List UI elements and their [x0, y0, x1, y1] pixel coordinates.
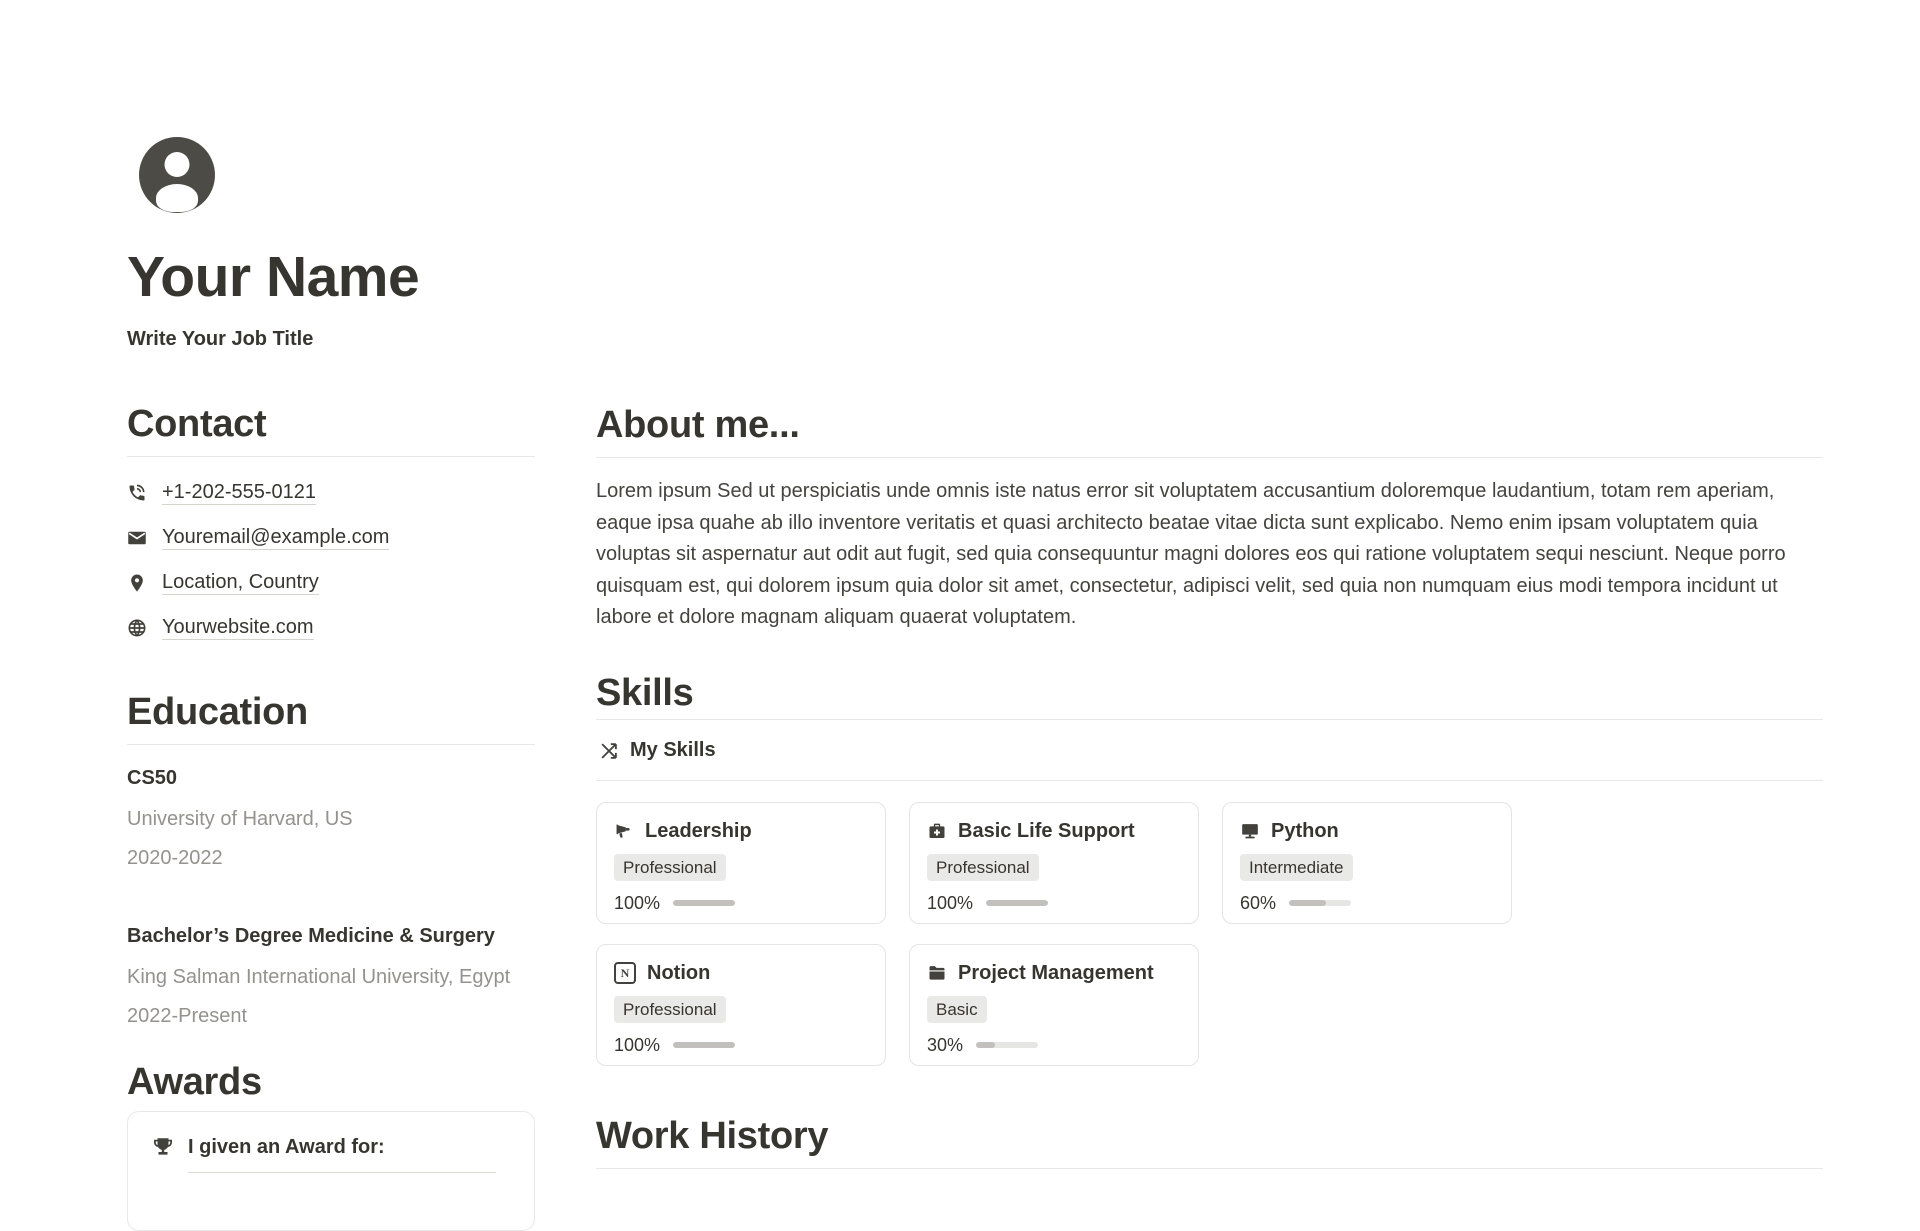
- divider: [596, 780, 1823, 781]
- divider: [596, 457, 1823, 458]
- page-title: Your Name: [127, 245, 420, 309]
- skill-percent: 100%: [614, 892, 661, 913]
- megaphone-icon: [614, 821, 634, 841]
- award-label: I given an Award for:: [188, 1135, 385, 1158]
- crossed-arrows-icon: [598, 740, 618, 760]
- skills-heading: Skills: [596, 671, 694, 714]
- progress-bar: [673, 1042, 735, 1048]
- skill-percent: 60%: [1240, 892, 1277, 913]
- education-entry: [127, 765, 535, 871]
- left-column: [127, 137, 535, 1231]
- skills-group-label: My Skills: [630, 738, 716, 761]
- monitor-icon: [1240, 821, 1260, 841]
- phone-number: +1-202-555-0121: [162, 481, 317, 504]
- divider: [127, 744, 535, 745]
- education-dates: 2022-Present: [127, 1004, 248, 1027]
- email-link[interactable]: [127, 516, 535, 561]
- progress-bar: [976, 1042, 1038, 1048]
- degree-name: CS50: [127, 766, 178, 789]
- education-heading: Education: [127, 690, 308, 733]
- progress-bar: [673, 900, 735, 906]
- skills-group-header[interactable]: [596, 720, 1823, 780]
- skill-level-badge: Intermediate: [1240, 854, 1353, 881]
- school-name: University of Harvard, US: [127, 807, 353, 830]
- skill-level-badge: Professional: [927, 854, 1039, 881]
- right-column: [596, 402, 1823, 1231]
- skill-name: Basic Life Support: [958, 819, 1135, 842]
- education-entry: [127, 923, 535, 1029]
- location-link[interactable]: [127, 561, 535, 606]
- award-blank-line: [188, 1172, 496, 1173]
- email-address: Youremail@example.com: [162, 526, 390, 549]
- skill-card-leadership[interactable]: [596, 802, 886, 924]
- skill-name: Leadership: [645, 819, 752, 842]
- award-card[interactable]: [127, 1111, 535, 1231]
- skill-level-badge: Professional: [614, 854, 726, 881]
- skill-percent: 100%: [927, 892, 974, 913]
- skill-level-badge: Professional: [614, 996, 726, 1023]
- contact-heading: Contact: [127, 402, 267, 445]
- skill-cards: [596, 802, 1823, 1066]
- skill-level-badge: Basic: [927, 996, 987, 1023]
- mail-icon: [127, 528, 147, 548]
- award-row: [151, 1134, 511, 1160]
- notion-logo-icon: N: [614, 962, 636, 984]
- phone-call-icon: [127, 483, 147, 503]
- trophy-icon: [151, 1135, 175, 1159]
- folder-icon: [927, 963, 947, 983]
- awards-heading: Awards: [127, 1060, 262, 1103]
- divider: [127, 456, 535, 457]
- skill-name: Project Management: [958, 961, 1154, 984]
- progress-bar: [986, 900, 1048, 906]
- globe-icon: [127, 618, 147, 638]
- skill-card-basic-life-support[interactable]: [909, 802, 1199, 924]
- location-pin-icon: [127, 573, 147, 593]
- education-dates: 2020-2022: [127, 846, 223, 869]
- avatar[interactable]: [139, 137, 215, 213]
- skill-name: Python: [1271, 819, 1339, 842]
- first-aid-kit-icon: [927, 821, 947, 841]
- progress-bar: [1289, 900, 1351, 906]
- skill-card-project-management[interactable]: [909, 944, 1199, 1066]
- website-link[interactable]: [127, 606, 535, 651]
- skill-card-notion[interactable]: [596, 944, 886, 1066]
- skill-percent: 100%: [614, 1034, 661, 1055]
- location-text: Location, Country: [162, 571, 319, 594]
- work-history-heading: Work History: [596, 1114, 829, 1157]
- degree-name: Bachelor’s Degree Medicine & Surgery: [127, 924, 495, 947]
- phone-link[interactable]: [127, 471, 535, 516]
- skill-card-python[interactable]: [1222, 802, 1512, 924]
- skill-name: Notion: [647, 961, 711, 984]
- job-title: Write Your Job Title: [127, 327, 314, 350]
- website-text: Yourwebsite.com: [162, 616, 314, 639]
- school-name: King Salman International University, Egypt: [127, 965, 511, 988]
- skill-percent: 30%: [927, 1034, 964, 1055]
- divider: [596, 1168, 1823, 1169]
- about-heading: About me...: [596, 404, 800, 446]
- about-paragraph: Lorem ipsum Sed ut perspiciatis unde omnis iste natus error sit voluptatem accusantium doloremque laudantium, totam rem aperiam, eaque ipsa quahe ab illo inventore veritatis et quasi architecto beatae vitae dicta sunt explicabo. Nemo enim ipsam voluptatem quia voluptas sit aspernatur aut odit aut fugit, sed quia consequuntur magni dolores eos qui ratione voluptatem sequi nesciunt. Neque porro quisquam est, qui dolorem ipsum quia dolor sit amet, consectetur, adipisci velit, sed quia non numquam eius modi tempora incidunt ut labore et dolore magnam aliquam quaerat voluptatem.: [596, 480, 1786, 629]
- contact-list: [127, 471, 535, 651]
